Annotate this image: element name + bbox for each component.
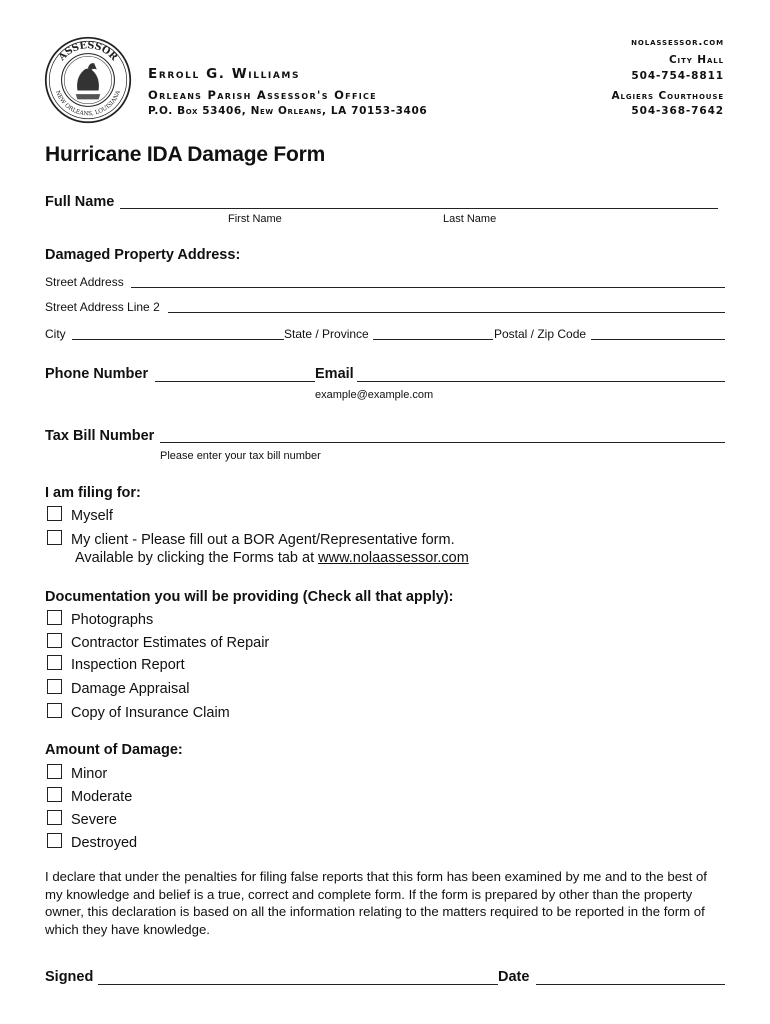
city-label: City: [45, 327, 66, 341]
contractor-estimates-label: Contractor Estimates of Repair: [71, 635, 270, 651]
forms-note-text: Available by clicking the Forms tab at: [75, 550, 319, 566]
email-input[interactable]: [357, 381, 725, 382]
email-label: Email: [315, 366, 354, 382]
last-name-hint: Last Name: [443, 213, 497, 225]
address-heading: Damaged Property Address:: [45, 247, 241, 263]
moderate-checkbox[interactable]: [47, 787, 62, 802]
inspection-report-checkbox[interactable]: [47, 655, 62, 670]
tax-bill-hint: Please enter your tax bill number: [160, 450, 321, 462]
assessor-name: Erroll G. Williams: [148, 66, 301, 82]
minor-checkbox[interactable]: [47, 764, 62, 779]
street-input[interactable]: [131, 287, 725, 288]
zip-label: Postal / Zip Code: [494, 327, 587, 341]
myself-checkbox[interactable]: [47, 506, 62, 521]
moderate-label: Moderate: [71, 789, 133, 805]
street2-label: Street Address Line 2: [45, 300, 160, 314]
tax-bill-label: Tax Bill Number: [45, 428, 155, 444]
destroyed-label: Destroyed: [71, 835, 138, 851]
city-input[interactable]: [72, 339, 284, 340]
first-name-hint: First Name: [228, 213, 282, 225]
office-address: P.O. Box 53406, New Orleans, LA 70153-3406: [148, 105, 428, 117]
algiers-label: Algiers Courthouse: [611, 90, 724, 102]
city-hall-phone: 504-754-8811: [631, 70, 724, 82]
phone-label: Phone Number: [45, 366, 149, 382]
city-hall-label: City Hall: [668, 54, 724, 66]
severe-checkbox[interactable]: [47, 810, 62, 825]
signature-input[interactable]: [98, 984, 498, 985]
signed-label: Signed: [45, 969, 94, 985]
state-label: State / Province: [284, 327, 369, 341]
email-hint: example@example.com: [315, 389, 434, 401]
documentation-heading: Documentation you will be providing (Check all that apply):: [45, 589, 454, 605]
seal-bottom-text: NEW ORLEANS, LOUISIANA: [53, 89, 122, 118]
damage-heading: Amount of Damage:: [45, 742, 183, 758]
inspection-report-label: Inspection Report: [71, 657, 185, 673]
insurance-claim-label: Copy of Insurance Claim: [71, 705, 230, 721]
page-title: Hurricane IDA Damage Form: [45, 143, 326, 166]
declaration-text: I declare that under the penalties for filing false reports that this form has been examined by me and to the best of my knowledge and belief is a true, correct and complete form. If the form is prepared by other than the property owner, this declaration is based on all the information relating to the matters required to be reported in the form of which they have knowledge.: [45, 869, 707, 937]
website[interactable]: nolassessor.com: [631, 36, 724, 48]
severe-label: Severe: [71, 812, 117, 828]
seal-top-text: ASSESSOR: [56, 40, 120, 64]
my-client-checkbox[interactable]: [47, 530, 62, 545]
damage-appraisal-label: Damage Appraisal: [71, 681, 190, 697]
photographs-checkbox[interactable]: [47, 610, 62, 625]
destroyed-checkbox[interactable]: [47, 833, 62, 848]
photographs-label: Photographs: [71, 612, 154, 628]
minor-label: Minor: [71, 766, 108, 782]
date-label: Date: [498, 969, 530, 985]
nolaassessor-link[interactable]: www.nolaassessor.com: [318, 550, 469, 566]
filing-heading: I am filing for:: [45, 485, 141, 501]
myself-option-label: Myself: [71, 508, 113, 524]
street2-input[interactable]: [168, 312, 725, 313]
contractor-estimates-checkbox[interactable]: [47, 633, 62, 648]
assessor-seal-logo: [44, 36, 132, 124]
date-input[interactable]: [536, 984, 725, 985]
insurance-claim-checkbox[interactable]: [47, 703, 62, 718]
state-input[interactable]: [373, 339, 493, 340]
forms-note: [75, 550, 469, 566]
street-label: Street Address: [45, 275, 124, 289]
zip-input[interactable]: [591, 339, 725, 340]
full-name-input[interactable]: [120, 208, 718, 209]
office-name: Orleans Parish Assessor's Office: [148, 88, 377, 102]
tax-bill-input[interactable]: [160, 442, 725, 443]
my-client-option-label: My client - Please fill out a BOR Agent/Representative form.: [71, 532, 455, 548]
phone-input[interactable]: [155, 381, 315, 382]
damage-appraisal-checkbox[interactable]: [47, 679, 62, 694]
full-name-label: Full Name: [45, 194, 115, 210]
algiers-phone: 504-368-7642: [631, 105, 724, 117]
